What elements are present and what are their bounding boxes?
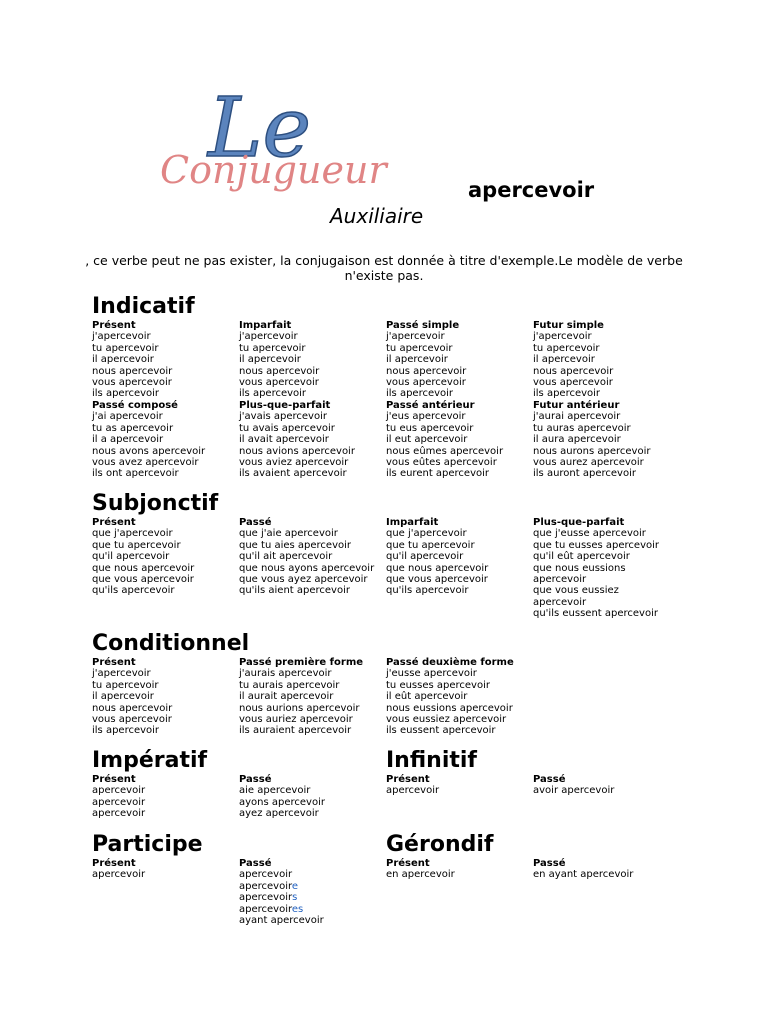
indicatif-passe-anterieur: [386, 400, 503, 480]
conjugation-line: il apercevoir: [533, 354, 595, 366]
participe-present: [92, 858, 145, 881]
conjugation-line: il avait apercevoir: [239, 434, 329, 446]
conjugation-line: il aurait apercevoir: [239, 691, 334, 703]
conjugation-line: en ayant apercevoir: [533, 869, 634, 881]
conjugation-line: que vous ayez apercevoir: [239, 574, 368, 586]
conjugation-line: vous eûtes apercevoir: [386, 457, 497, 469]
conjugation-line: vous apercevoir: [92, 377, 172, 389]
conjugation-line: il apercevoir: [92, 691, 154, 703]
tense-title: Passé deuxième forme: [386, 657, 514, 668]
tense-title: Passé: [239, 517, 272, 528]
tense-title: Passé première forme: [239, 657, 364, 668]
conjugation-line: [239, 881, 324, 892]
conjugation-line: que nous ayons apercevoir: [239, 562, 375, 574]
subjonctif-passe: [239, 517, 374, 597]
conjugation-line: vous apercevoir: [386, 377, 466, 389]
conjugation-line: ils eussent apercevoir: [386, 725, 496, 737]
conjugation-line: il a apercevoir: [92, 434, 164, 446]
section-heading-imperatif: Impératif: [92, 748, 208, 773]
conjugation-line: que tu apercevoir: [92, 539, 181, 551]
conjugation-line: j'apercevoir: [92, 331, 151, 343]
indicatif-plus-que-parfait: [239, 400, 355, 480]
conjugation-line: apercevoir: [533, 596, 587, 608]
conjugation-line: ayez apercevoir: [239, 808, 319, 820]
conjugation-line: ayant apercevoir: [239, 915, 324, 927]
plural-ending: s: [292, 892, 298, 904]
conjugation-line: ils ont apercevoir: [92, 468, 179, 480]
indicatif-futur-simple: [533, 320, 613, 400]
conjugation-line: tu as apercevoir: [92, 422, 174, 434]
tense-title: Futur antérieur: [533, 400, 620, 411]
section-heading-subjonctif: Subjonctif: [92, 491, 219, 516]
conjugation-line: apercevoir: [386, 785, 440, 797]
conjugation-line: tu auras apercevoir: [533, 422, 631, 434]
conjugation-line: qu'ils apercevoir: [92, 585, 175, 597]
conjugation-line: qu'il apercevoir: [386, 551, 464, 563]
tense-title: Présent: [92, 517, 136, 528]
section-heading-indicatif: Indicatif: [92, 294, 195, 319]
conjugation-line: nous apercevoir: [239, 365, 320, 377]
conjugation-line: nous apercevoir: [92, 702, 173, 714]
imperatif-present: [92, 774, 145, 820]
conjugation-line: j'apercevoir: [533, 331, 592, 343]
conjugation-line: que nous apercevoir: [386, 562, 489, 574]
conditionnel-passe-premiere-forme: [239, 657, 363, 737]
conjugation-line: [239, 904, 324, 915]
conjugation-line: apercevoir: [533, 574, 587, 586]
conjugation-line: que tu aies apercevoir: [239, 539, 351, 551]
conjugation-line: apercevoir: [92, 796, 146, 808]
conjugation-line: nous eussions apercevoir: [386, 702, 513, 714]
conjugation-line: que nous apercevoir: [92, 562, 195, 574]
conjugation-line: ils eurent apercevoir: [386, 468, 490, 480]
logo-graphic: [158, 78, 387, 203]
infinitif-passe: [533, 774, 614, 797]
conjugation-line: vous apercevoir: [239, 377, 319, 389]
indicatif-futur-anterieur: [533, 400, 650, 480]
tense-title: Présent: [92, 657, 136, 668]
tense-title: Présent: [386, 774, 430, 785]
conjugation-line: ils apercevoir: [92, 388, 160, 400]
conjugation-line: vous auriez apercevoir: [239, 714, 353, 726]
conjugation-line: tu aurais apercevoir: [239, 679, 340, 691]
conjugation-line: qu'ils eussent apercevoir: [533, 608, 658, 620]
conjugation-line: qu'ils aient apercevoir: [239, 585, 350, 597]
auxiliary-label: Auxiliaire: [330, 204, 424, 228]
conjugation-line: que j'apercevoir: [92, 528, 173, 540]
subjonctif-plus-que-parfait: [533, 517, 659, 620]
conjugation-line: tu eusses apercevoir: [386, 679, 490, 691]
conjugation-line: ils apercevoir: [92, 725, 160, 737]
conjugation-line: tu apercevoir: [239, 342, 306, 354]
subjonctif-imparfait: [386, 517, 488, 597]
stem: apercevoir: [239, 892, 293, 904]
le-conjugueur-logo: [158, 78, 387, 203]
conjugation-line: j'ai apercevoir: [92, 411, 163, 423]
conjugation-line: qu'il apercevoir: [92, 551, 170, 563]
tense-title: Imparfait: [239, 320, 292, 331]
conjugation-line: vous avez apercevoir: [92, 457, 199, 469]
conjugation-line: j'eusse apercevoir: [386, 668, 477, 680]
infinitif-present: [386, 774, 439, 797]
conjugation-line: avoir apercevoir: [533, 785, 615, 797]
conjugation-line: j'apercevoir: [386, 331, 445, 343]
gerondif-present: [386, 858, 455, 881]
section-heading-infinitif: Infinitif: [386, 748, 477, 773]
conjugation-line: vous aurez apercevoir: [533, 457, 644, 469]
logo-le-letters: Le: [208, 81, 311, 176]
conjugation-line: ils apercevoir: [239, 388, 307, 400]
stem: apercevoir: [239, 880, 292, 892]
conjugation-line: il apercevoir: [92, 354, 154, 366]
tense-title: Passé simple: [386, 320, 460, 331]
conjugation-line: tu apercevoir: [92, 342, 159, 354]
conjugation-line: que vous apercevoir: [386, 574, 488, 586]
conjugation-line: j'aurai apercevoir: [533, 411, 621, 423]
tense-title: Plus-que-parfait: [239, 400, 331, 411]
conjugation-line: vous eussiez apercevoir: [386, 714, 507, 726]
conjugation-line: j'apercevoir: [92, 668, 151, 680]
conjugation-line: vous aviez apercevoir: [239, 457, 349, 469]
conjugation-line: aie apercevoir: [239, 785, 311, 797]
tense-title: Présent: [92, 858, 136, 869]
conjugation-line: que j'apercevoir: [386, 528, 467, 540]
conditionnel-present: [92, 657, 172, 737]
conjugation-line: ayons apercevoir: [239, 796, 325, 808]
indicatif-imparfait: [239, 320, 319, 400]
tense-title: Plus-que-parfait: [533, 517, 625, 528]
tense-title: Passé: [239, 858, 272, 869]
conjugation-line: apercevoir: [239, 869, 293, 881]
conjugation-line: vous apercevoir: [533, 377, 613, 389]
conjugation-line: que j'eusse apercevoir: [533, 528, 646, 540]
subjonctif-present: [92, 517, 194, 597]
tense-title: Imparfait: [386, 517, 439, 528]
conjugation-line: qu'il eût apercevoir: [533, 551, 630, 563]
disclaimer-note: , ce verbe peut ne pas exister, la conjugaison est donnée à titre d'exemple.Le modèle de verbe n'existe pas.: [85, 253, 683, 283]
conjugation-line: il eût apercevoir: [386, 691, 468, 703]
conjugation-line: nous aurons apercevoir: [533, 445, 651, 457]
conjugation-line: nous aurions apercevoir: [239, 702, 360, 714]
conjugation-line: ils avaient apercevoir: [239, 468, 347, 480]
conjugation-line: [239, 892, 324, 903]
conjugation-line: nous apercevoir: [386, 365, 467, 377]
participe-passe: [239, 858, 324, 926]
logo-conjugueur-word: Conjugueur: [160, 148, 387, 192]
conjugation-line: il aura apercevoir: [533, 434, 621, 446]
tense-title: Passé: [239, 774, 272, 785]
conjugation-line: vous apercevoir: [92, 714, 172, 726]
conjugation-line: j'avais apercevoir: [239, 411, 327, 423]
verb-title: apercevoir: [468, 178, 595, 202]
conjugation-line: nous apercevoir: [533, 365, 614, 377]
conjugation-line: que vous eussiez: [533, 585, 619, 597]
conjugation-line: qu'ils apercevoir: [386, 585, 469, 597]
conjugation-line: ils apercevoir: [386, 388, 454, 400]
tense-title: Futur simple: [533, 320, 604, 331]
conjugation-line: ils apercevoir: [533, 388, 601, 400]
tense-title: Passé antérieur: [386, 400, 475, 411]
conjugation-line: en apercevoir: [386, 869, 455, 881]
conjugation-line: tu avais apercevoir: [239, 422, 335, 434]
imperatif-passe: [239, 774, 325, 820]
indicatif-present: [92, 320, 172, 400]
tense-title: Passé composé: [92, 400, 178, 411]
conjugation-line: apercevoir: [92, 869, 146, 881]
conjugation-line: que tu eusses apercevoir: [533, 539, 660, 551]
tense-title: Passé: [533, 858, 566, 869]
feminine-plural-ending: es: [291, 903, 304, 915]
conjugation-line: il apercevoir: [386, 354, 448, 366]
conjugation-line: nous avions apercevoir: [239, 445, 355, 457]
conjugation-line: ils auraient apercevoir: [239, 725, 352, 737]
conjugation-line: j'aurais apercevoir: [239, 668, 332, 680]
conjugation-line: apercevoir: [92, 808, 146, 820]
gerondif-passe: [533, 858, 633, 881]
conjugation-line: que vous apercevoir: [92, 574, 194, 586]
stem: apercevoir: [239, 903, 292, 915]
conjugation-line: apercevoir: [92, 785, 146, 797]
conjugation-line: que j'aie apercevoir: [239, 528, 338, 540]
section-heading-conditionnel: Conditionnel: [92, 631, 250, 656]
tense-title: Passé: [533, 774, 566, 785]
conjugation-line: nous avons apercevoir: [92, 445, 206, 457]
conjugation-line: tu apercevoir: [533, 342, 600, 354]
tense-title: Présent: [92, 320, 136, 331]
conjugation-line: j'eus apercevoir: [386, 411, 466, 423]
conjugation-line: tu eus apercevoir: [386, 422, 474, 434]
conjugation-line: il apercevoir: [239, 354, 301, 366]
conjugation-line: que nous eussions: [533, 562, 626, 574]
section-heading-gerondif: Gérondif: [386, 832, 494, 857]
conjugation-line: tu apercevoir: [92, 679, 159, 691]
section-heading-participe: Participe: [92, 832, 203, 857]
conjugation-line: tu apercevoir: [386, 342, 453, 354]
conjugation-line: que tu apercevoir: [386, 539, 475, 551]
conjugation-line: qu'il ait apercevoir: [239, 551, 333, 563]
conjugation-line: il eut apercevoir: [386, 434, 468, 446]
conditionnel-passe-deuxieme-forme: [386, 657, 514, 737]
conjugation-line: nous eûmes apercevoir: [386, 445, 504, 457]
conjugation-line: ils auront apercevoir: [533, 468, 636, 480]
conjugation-line: j'apercevoir: [239, 331, 298, 343]
feminine-ending: e: [291, 880, 299, 892]
conjugation-line: nous apercevoir: [92, 365, 173, 377]
tense-title: Présent: [386, 858, 430, 869]
indicatif-passe-simple: [386, 320, 466, 400]
tense-title: Présent: [92, 774, 136, 785]
indicatif-passe-compose: [92, 400, 205, 480]
